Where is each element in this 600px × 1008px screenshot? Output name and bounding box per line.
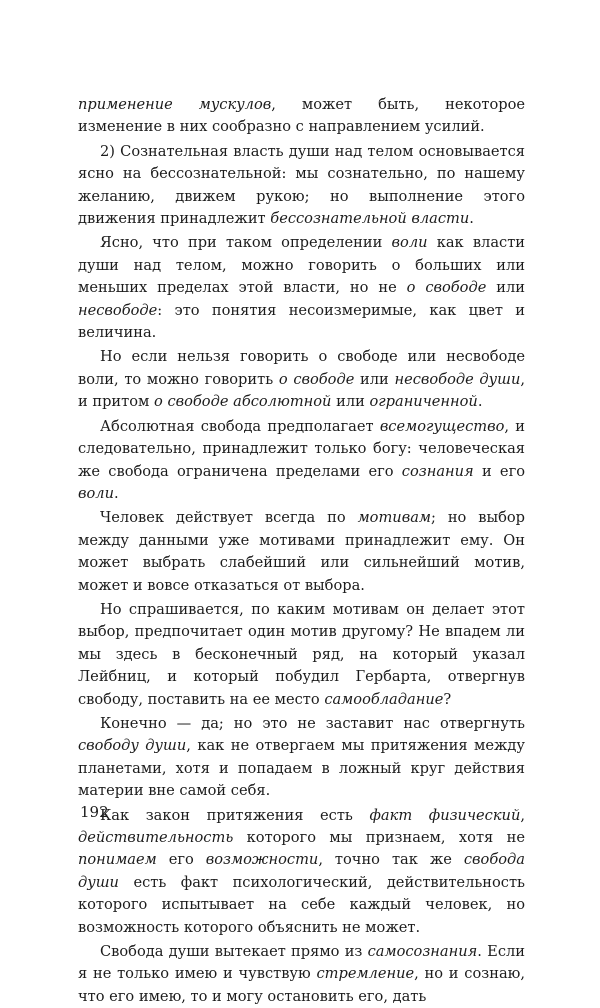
text-run: , и притом [78, 370, 525, 411]
text-run: Но если нельзя говорить о свободе или несвободе воли, то можно говорить [78, 348, 525, 388]
text-run: Человек действует всегда по [100, 509, 358, 527]
text-run: Свобода души вытекает прямо из [100, 943, 368, 961]
italic-text-run: мотивам [357, 509, 431, 527]
text-run: Но спрашивается, по каким мотивам он делает этот выбор, предпочитает один мотив другому? Не впадем ли мы здесь в бесконечный ряд, на который указал Лейбниц, и который побудил Гербарта, отвергнув свободу, поставить на ее место [78, 600, 525, 708]
text-run: или [354, 370, 395, 388]
text-run: . Если я не только имею и чувствую [78, 943, 525, 983]
italic-text-run: факт физический [369, 806, 521, 824]
text-run: , [520, 806, 525, 824]
text-run: и его [473, 462, 525, 480]
text-run: , может быть, некоторое изменение в них сообразно с направлением усилий. [78, 96, 525, 136]
paragraph [78, 805, 525, 939]
paragraph [78, 507, 525, 597]
italic-text-run: несвободе [78, 301, 158, 319]
text-run: . [477, 393, 483, 411]
paragraph [78, 346, 525, 413]
italic-text-run: возможности [205, 851, 319, 869]
paragraph [78, 94, 525, 139]
italic-text-run: несвободе души [394, 370, 521, 388]
italic-text-run: всемогущество [379, 417, 505, 435]
italic-text-run: понимаем [78, 851, 157, 869]
text-run: или [486, 279, 525, 297]
text-run: ; но выбор между данными уже мотивами принадлежит ему. Он может выбрать слабейший или сильнейший мотив, может и вовсе отказаться от выбора. [78, 509, 525, 594]
italic-text-run: самообладание [324, 690, 444, 708]
paragraph [78, 941, 525, 1008]
text-run: есть факт психологический, действительность которого испытывает на себе каждый человек, но возможность которого объяснить не может. [78, 873, 525, 936]
page-body-text [78, 94, 525, 1008]
italic-text-run: сознания [401, 462, 474, 480]
italic-text-run: действительность [78, 829, 234, 846]
italic-text-run: воли [391, 234, 428, 252]
text-run: или [331, 393, 370, 411]
paragraph [78, 232, 525, 344]
text-run: которого мы признаем, хотя не [233, 829, 525, 846]
italic-text-run: свобода души [78, 851, 525, 891]
italic-text-run: свободу души [78, 737, 187, 755]
italic-text-run: воли [78, 484, 114, 502]
text-run: 2) Сознательная власть души над телом основывается ясно на бессознательной: мы сознательно, по нашему желанию, движем рукою; но выполнение этого движения принадлежит [78, 142, 525, 228]
text-run: Ясно, что при таком определении [100, 234, 392, 252]
italic-text-run: бессознательной власти [270, 210, 470, 228]
text-run: ? [443, 690, 452, 708]
text-run: Конечно — да; но это не заставит нас отвергнуть [100, 714, 525, 732]
italic-text-run: о свободе [278, 370, 355, 388]
italic-text-run: о свободе абсолютной [154, 393, 332, 411]
italic-text-run: стремление [316, 965, 415, 983]
italic-text-run: применение мускулов [78, 96, 272, 113]
text-run: . [113, 484, 119, 502]
italic-text-run: самосознания [367, 943, 478, 961]
text-run: , точно так же [318, 851, 464, 869]
text-run: Абсолютная свобода предполагает [100, 417, 380, 435]
text-run: как власти души над телом, можно говорить о больших или меньших пределах этой власти, но не [78, 234, 525, 297]
text-run: Как закон притяжения есть [100, 806, 370, 824]
paragraph [78, 599, 525, 711]
paragraph [78, 713, 525, 803]
italic-text-run: ограниченной [369, 393, 478, 411]
page-number: 192 [80, 803, 109, 821]
text-run: . [469, 210, 474, 228]
text-run: , но и сознаю, что его имею, то и могу остановить его, дать [78, 965, 525, 1005]
text-run: , как не отвергаем мы притяжения между планетами, хотя и попадаем в ложный круг действия материи вне самой себя. [78, 737, 525, 800]
text-run: его [156, 851, 206, 869]
text-run: : это понятия несоизмеримые, как цвет и величина. [78, 301, 525, 342]
text-run: , и следовательно, принадлежит только богу: человеческая же свобода ограничена пределами его [78, 417, 525, 480]
paragraph [78, 141, 525, 231]
paragraph [78, 416, 525, 506]
italic-text-run: о свободе [406, 279, 487, 297]
